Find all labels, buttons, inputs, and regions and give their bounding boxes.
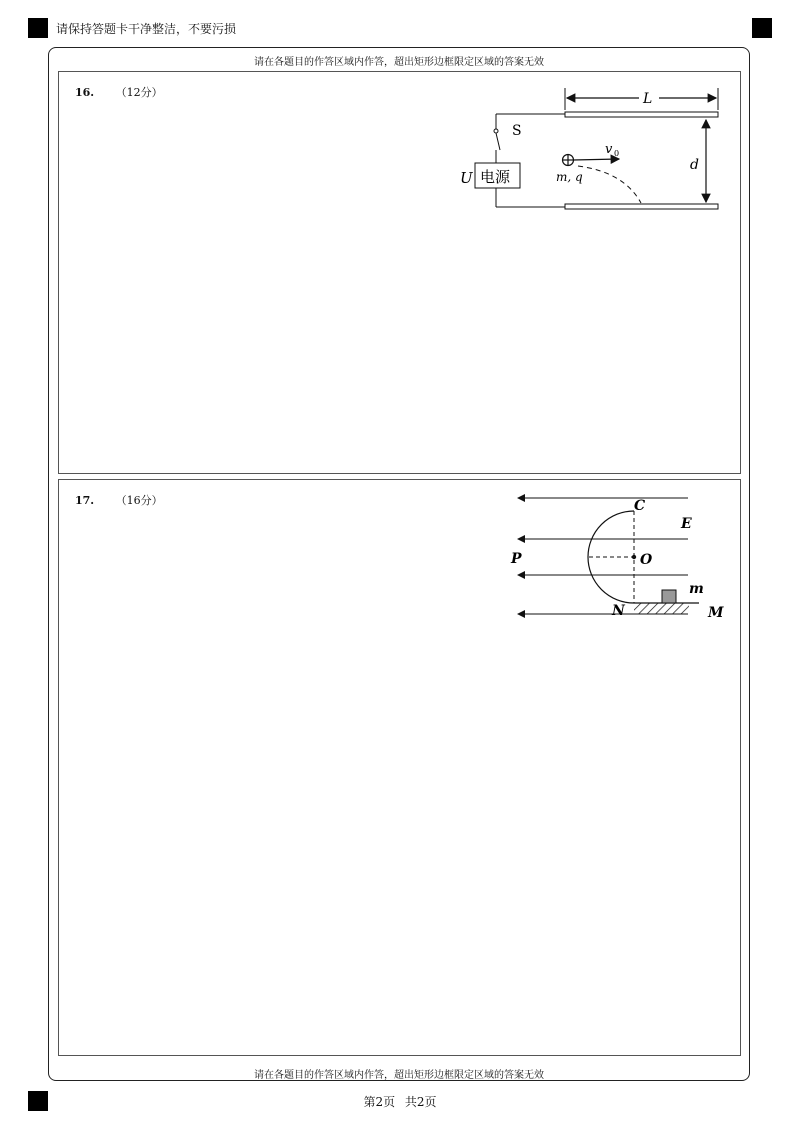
frame-note-top: 请在各题目的作答区域内作答，超出矩形边框限定区域的答案无效	[254, 57, 544, 68]
question-header-q16	[75, 84, 163, 100]
ground-hatch	[634, 603, 689, 614]
trajectory-curve	[578, 166, 641, 203]
block-m	[662, 590, 676, 603]
length-label: L	[643, 91, 653, 107]
page-footer	[0, 1093, 800, 1110]
gap-label: d	[690, 157, 699, 173]
registration-mark-top-left	[28, 18, 48, 38]
answer-box-q16[interactable]	[58, 71, 741, 474]
power-label: 电源	[480, 168, 511, 186]
label-c: C	[634, 498, 646, 514]
question-score: （16分）	[115, 494, 163, 507]
label-n: N	[612, 603, 625, 619]
particle-label: m, q	[556, 170, 583, 184]
semicircle-track-field-diagram	[499, 490, 729, 625]
voltage-label: U	[460, 169, 473, 187]
page-number: 第2页	[363, 1095, 396, 1109]
question-score: （12分）	[115, 86, 163, 99]
registration-mark-top-right	[752, 18, 772, 38]
label-mass-m: m	[689, 581, 704, 597]
question-number: 16.	[75, 86, 95, 99]
page-total: 共2页	[404, 1095, 437, 1109]
frame-note-bottom: 请在各题目的作答区域内作答，超出矩形边框限定区域的答案无效	[254, 1070, 544, 1081]
question-number: 17.	[75, 494, 95, 507]
label-point-m: M	[708, 605, 724, 621]
label-o: O	[640, 552, 653, 568]
velocity-subscript: 0	[614, 149, 620, 158]
top-plate	[565, 112, 718, 117]
field-label-e: E	[681, 516, 692, 532]
capacitor-circuit-diagram	[454, 80, 734, 220]
switch-terminal	[494, 129, 498, 133]
velocity-arrow	[573, 159, 619, 160]
velocity-label: v	[605, 142, 613, 157]
center-o	[632, 555, 636, 559]
switch-label: S	[512, 123, 522, 139]
answer-box-q17[interactable]	[58, 479, 741, 1056]
label-p: P	[511, 551, 522, 567]
bottom-plate	[565, 204, 718, 209]
cleanliness-note: 请保持答题卡干净整洁，不要污损	[56, 22, 237, 36]
switch-blade	[496, 133, 500, 150]
question-header-q17	[75, 492, 163, 508]
